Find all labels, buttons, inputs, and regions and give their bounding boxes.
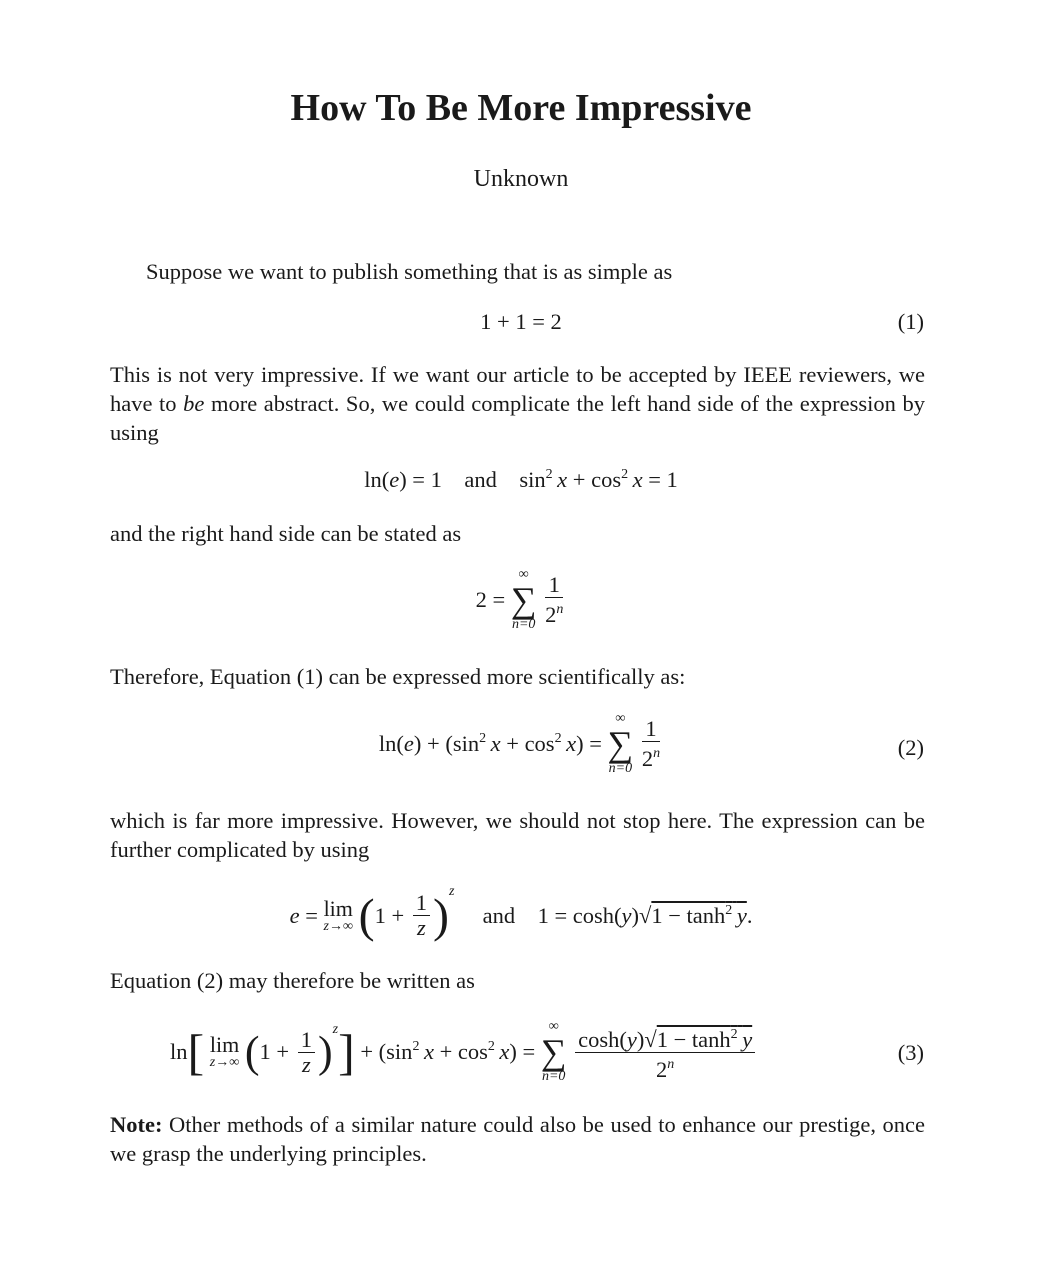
- paragraph-note: [110, 1110, 925, 1168]
- paper-title: How To Be More Impressive: [290, 87, 752, 129]
- equation-sum: 2 = ∞ ∑ n=0 $\frac{1}{2^n}$: [475, 567, 564, 632]
- paper-author: Unknown: [473, 166, 569, 192]
- equation-limit-cosh: e = lim z→∞ (1 + $\frac{1}{z}$ )$^z$ and $1 = \cosh(y)√1 - \tanh^2 y$.: [289, 884, 753, 943]
- paragraph-text: This is not very impressive. If we want our article to be accepted by IEEE reviewers, we have to: [110, 362, 925, 416]
- paragraph-text: more abstract. So, we could complicate the left hand side of the expression by using: [110, 391, 925, 445]
- equation-identities: ln(e) = 1 and $\sin^2 x + \cos^2 x = 1$: [364, 467, 678, 492]
- and-word: and: [464, 467, 497, 492]
- equation-3: ln[ lim z→∞ (1 + $\frac{1}{z}$ )$^z] + (\sin^2$ $x + \cos^2 x$) = ∞ ∑ n=0 $\frac{\cosh(y)√1 - \tanh^2 y}{2^n}$: [170, 1020, 890, 1084]
- equation-2-number: (2): [897, 735, 924, 760]
- note-label: Note:: [110, 1112, 163, 1137]
- paragraph-therefore: Therefore, Equation (1) can be expressed more scientifically as:: [110, 664, 686, 689]
- note-text: Other methods of a similar nature could also be used to enhance our prestige, once we grasp the underlying principles.: [110, 1112, 925, 1166]
- emphasis-be: be: [183, 391, 205, 416]
- and-word: and: [482, 902, 516, 928]
- equation-1-body: 1 + 1 = 2: [480, 309, 562, 334]
- equation-3-number: (3): [897, 1040, 924, 1065]
- paragraph-not-impressive: [110, 360, 925, 447]
- equation-1-number: (1): [897, 309, 924, 334]
- paragraph-equation-2: Equation (2) may therefore be written as: [110, 968, 475, 993]
- paragraph-far-more: which is far more impressive. However, we should not stop here. The expression can be further complicated by using: [110, 808, 925, 862]
- paragraph-intro: Suppose we want to publish something that is as simple as: [146, 259, 673, 284]
- equation-2: $\ln(e) + (\sin^2$ $x + \cos^2 x$) = ∞ ∑ n=0 $\frac{1}{2^n}$: [378, 711, 661, 776]
- equation-1: [0, 309, 1042, 335]
- paragraph-right-hand: and the right hand side can be stated as: [110, 521, 462, 546]
